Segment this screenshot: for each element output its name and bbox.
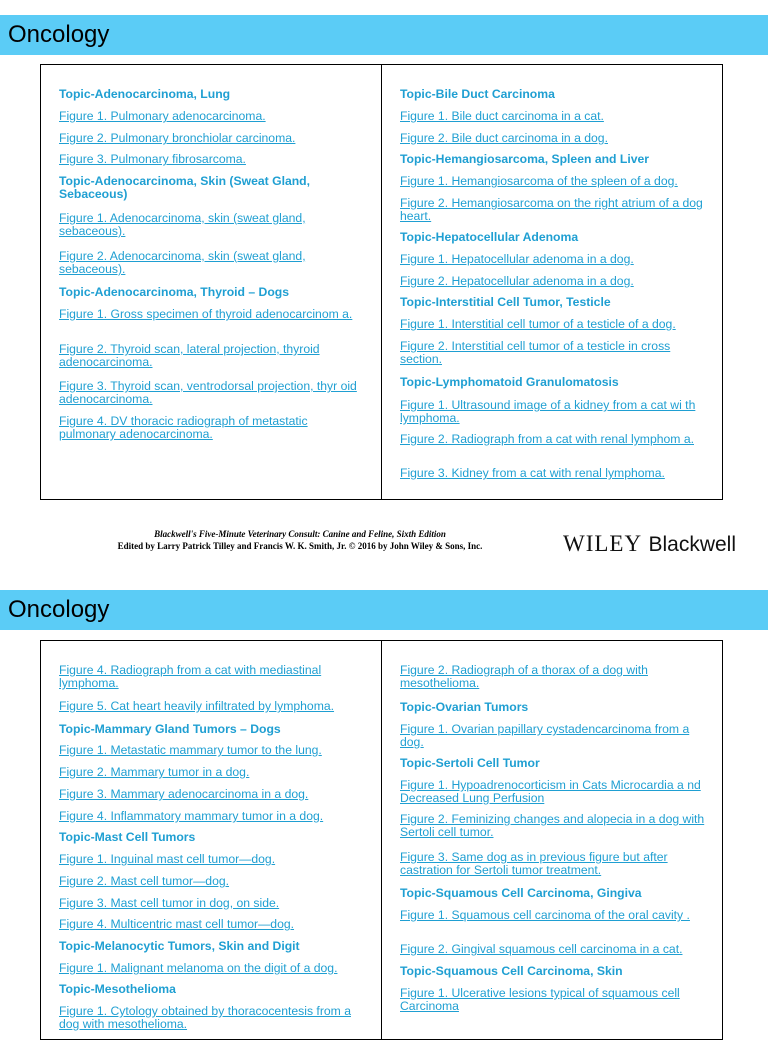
figure-link[interactable]: Figure 2. Radiograph from a cat with renal lymphom a. — [400, 432, 694, 446]
wiley-wordmark: WILEY — [563, 531, 643, 556]
section-banner — [0, 590, 768, 630]
figure-link[interactable]: Figure 1. Ovarian papillary cystadencarcinoma from a dog. — [400, 722, 690, 749]
section-banner — [0, 15, 768, 55]
panel-right-column — [382, 65, 723, 499]
topic-heading: Topic-Adenocarcinoma, Skin (Sweat Gland, Sebaceous) — [59, 174, 311, 201]
figure-link[interactable]: Figure 2. Mammary tumor in a dog. — [59, 765, 250, 779]
figure-link[interactable]: Figure 1. Hepatocellular adenoma in a dog. — [400, 252, 634, 266]
figure-link[interactable]: Figure 4. Inflammatory mammary tumor in a dog. — [59, 809, 324, 823]
publisher-logo — [563, 530, 736, 557]
topic-heading: Topic-Squamous Cell Carcinoma, Skin — [400, 964, 623, 978]
topic-heading: Topic-Hepatocellular Adenoma — [400, 230, 579, 244]
figure-link[interactable]: Figure 1. Ulcerative lesions typical of squamous cell Carcinoma — [400, 986, 680, 1013]
figure-index-panel — [40, 640, 723, 1040]
figure-link[interactable]: Figure 1. Pulmonary adenocarcinoma. — [59, 109, 266, 123]
figure-link[interactable]: Figure 1. Squamous cell carcinoma of the oral cavity . — [400, 908, 690, 922]
topic-heading: Topic-Melanocytic Tumors, Skin and Digit — [59, 939, 300, 953]
figure-link[interactable]: Figure 3. Thyroid scan, ventrodorsal projection, thyr oid adenocarcinoma. — [59, 379, 357, 406]
figure-link[interactable]: Figure 1. Hypoadrenocorticism in Cats Microcardia a nd Decreased Lung Perfusion — [400, 778, 701, 805]
figure-link[interactable]: Figure 1. Malignant melanoma on the digit of a dog. — [59, 961, 338, 975]
figure-link[interactable]: Figure 2. Radiograph of a thorax of a dog with mesothelioma. — [400, 663, 648, 690]
topic-heading: Topic-Ovarian Tumors — [400, 700, 529, 714]
figure-link[interactable]: Figure 2. Thyroid scan, lateral projection, thyroid adenocarcinoma. — [59, 342, 320, 369]
panel-left-column — [41, 65, 382, 499]
figure-link[interactable]: Figure 4. Multicentric mast cell tumor—dog. — [59, 917, 295, 931]
topic-heading: Topic-Bile Duct Carcinoma — [400, 87, 555, 101]
topic-heading: Topic-Squamous Cell Carcinoma, Gingiva — [400, 886, 642, 900]
topic-heading: Topic-Sertoli Cell Tumor — [400, 756, 540, 770]
figure-link[interactable]: Figure 2. Adenocarcinoma, skin (sweat gland, sebaceous). — [59, 249, 306, 276]
figure-link[interactable]: Figure 2. Feminizing changes and alopecia in a dog with Sertoli cell tumor. — [400, 812, 705, 839]
figure-link[interactable]: Figure 1. Interstitial cell tumor of a testicle of a dog. — [400, 317, 676, 331]
figure-link[interactable]: Figure 1. Ultrasound image of a kidney from a cat wi th lymphoma. — [400, 398, 696, 425]
figure-link[interactable]: Figure 4. DV thoracic radiograph of metastatic pulmonary adenocarcinoma. — [59, 414, 308, 441]
figure-link[interactable]: Figure 2. Hepatocellular adenoma in a dog. — [400, 274, 634, 288]
topic-heading: Topic-Mammary Gland Tumors – Dogs — [59, 722, 281, 736]
topic-heading: Topic-Mast Cell Tumors — [59, 830, 196, 844]
figure-link[interactable]: Figure 2. Mast cell tumor—dog. — [59, 874, 230, 888]
figure-link[interactable]: Figure 1. Adenocarcinoma, skin (sweat gland, sebaceous). — [59, 211, 306, 238]
figure-link[interactable]: Figure 1. Metastatic mammary tumor to the lung. — [59, 743, 322, 757]
figure-link[interactable]: Figure 1. Bile duct carcinoma in a cat. — [400, 109, 604, 123]
figure-link[interactable]: Figure 3. Mast cell tumor in dog, on side. — [59, 896, 280, 910]
page-footer — [0, 527, 768, 557]
figure-link[interactable]: Figure 2. Pulmonary bronchiolar carcinoma. — [59, 131, 296, 145]
figure-link[interactable]: Figure 3. Mammary adenocarcinoma in a dog. — [59, 787, 309, 801]
topic-heading: Topic-Lymphomatoid Granulomatosis — [400, 375, 619, 389]
topic-heading: Topic-Adenocarcinoma, Lung — [59, 87, 231, 101]
topic-heading: Topic-Hemangiosarcoma, Spleen and Liver — [400, 152, 650, 166]
figure-link[interactable]: Figure 4. Radiograph from a cat with mediastinal lymphoma. — [59, 663, 322, 690]
section-title: Oncology — [8, 596, 110, 623]
figure-link[interactable]: Figure 2. Interstitial cell tumor of a testicle in cross section. — [400, 339, 671, 366]
figure-link[interactable]: Figure 1. Inguinal mast cell tumor—dog. — [59, 852, 276, 866]
figure-link[interactable]: Figure 3. Pulmonary fibrosarcoma. — [59, 152, 246, 166]
topic-heading: Topic-Adenocarcinoma, Thyroid – Dogs — [59, 285, 290, 299]
panel-right-column — [382, 641, 723, 1039]
copyright-citation: Edited by Larry Patrick Tilley and Francis W. K. Smith, Jr. © 2016 by John Wiley & Sons, Inc. — [117, 541, 483, 551]
figure-link[interactable]: Figure 1. Hemangiosarcoma of the spleen of a dog. — [400, 174, 678, 188]
panel-left-column — [41, 641, 382, 1039]
blackwell-wordmark: Blackwell — [648, 533, 736, 556]
topic-heading: Topic-Interstitial Cell Tumor, Testicle — [400, 295, 611, 309]
book-title-citation: Blackwell's Five-Minute Veterinary Consult: Canine and Feline, Sixth Edition — [154, 529, 446, 539]
figure-link[interactable]: Figure 2. Hemangiosarcoma on the right atrium of a dog heart. — [400, 196, 703, 223]
figure-link[interactable]: Figure 2. Bile duct carcinoma in a dog. — [400, 131, 608, 145]
topic-heading: Topic-Mesothelioma — [59, 982, 176, 996]
figure-link[interactable]: Figure 3. Kidney from a cat with renal lymphoma. — [400, 466, 665, 480]
figure-link[interactable]: Figure 1. Cytology obtained by thoracocentesis from a dog with mesothelioma. — [59, 1004, 351, 1031]
section-title: Oncology — [8, 21, 110, 48]
figure-link[interactable]: Figure 3. Same dog as in previous figure but after castration for Sertoli tumor treatment. — [400, 850, 668, 877]
figure-link[interactable]: Figure 1. Gross specimen of thyroid adenocarcinom a. — [59, 307, 353, 321]
figure-link[interactable]: Figure 5. Cat heart heavily infiltrated by lymphoma. — [59, 699, 335, 713]
figure-link[interactable]: Figure 2. Gingival squamous cell carcinoma in a cat. — [400, 942, 683, 956]
figure-index-panel — [40, 64, 723, 500]
